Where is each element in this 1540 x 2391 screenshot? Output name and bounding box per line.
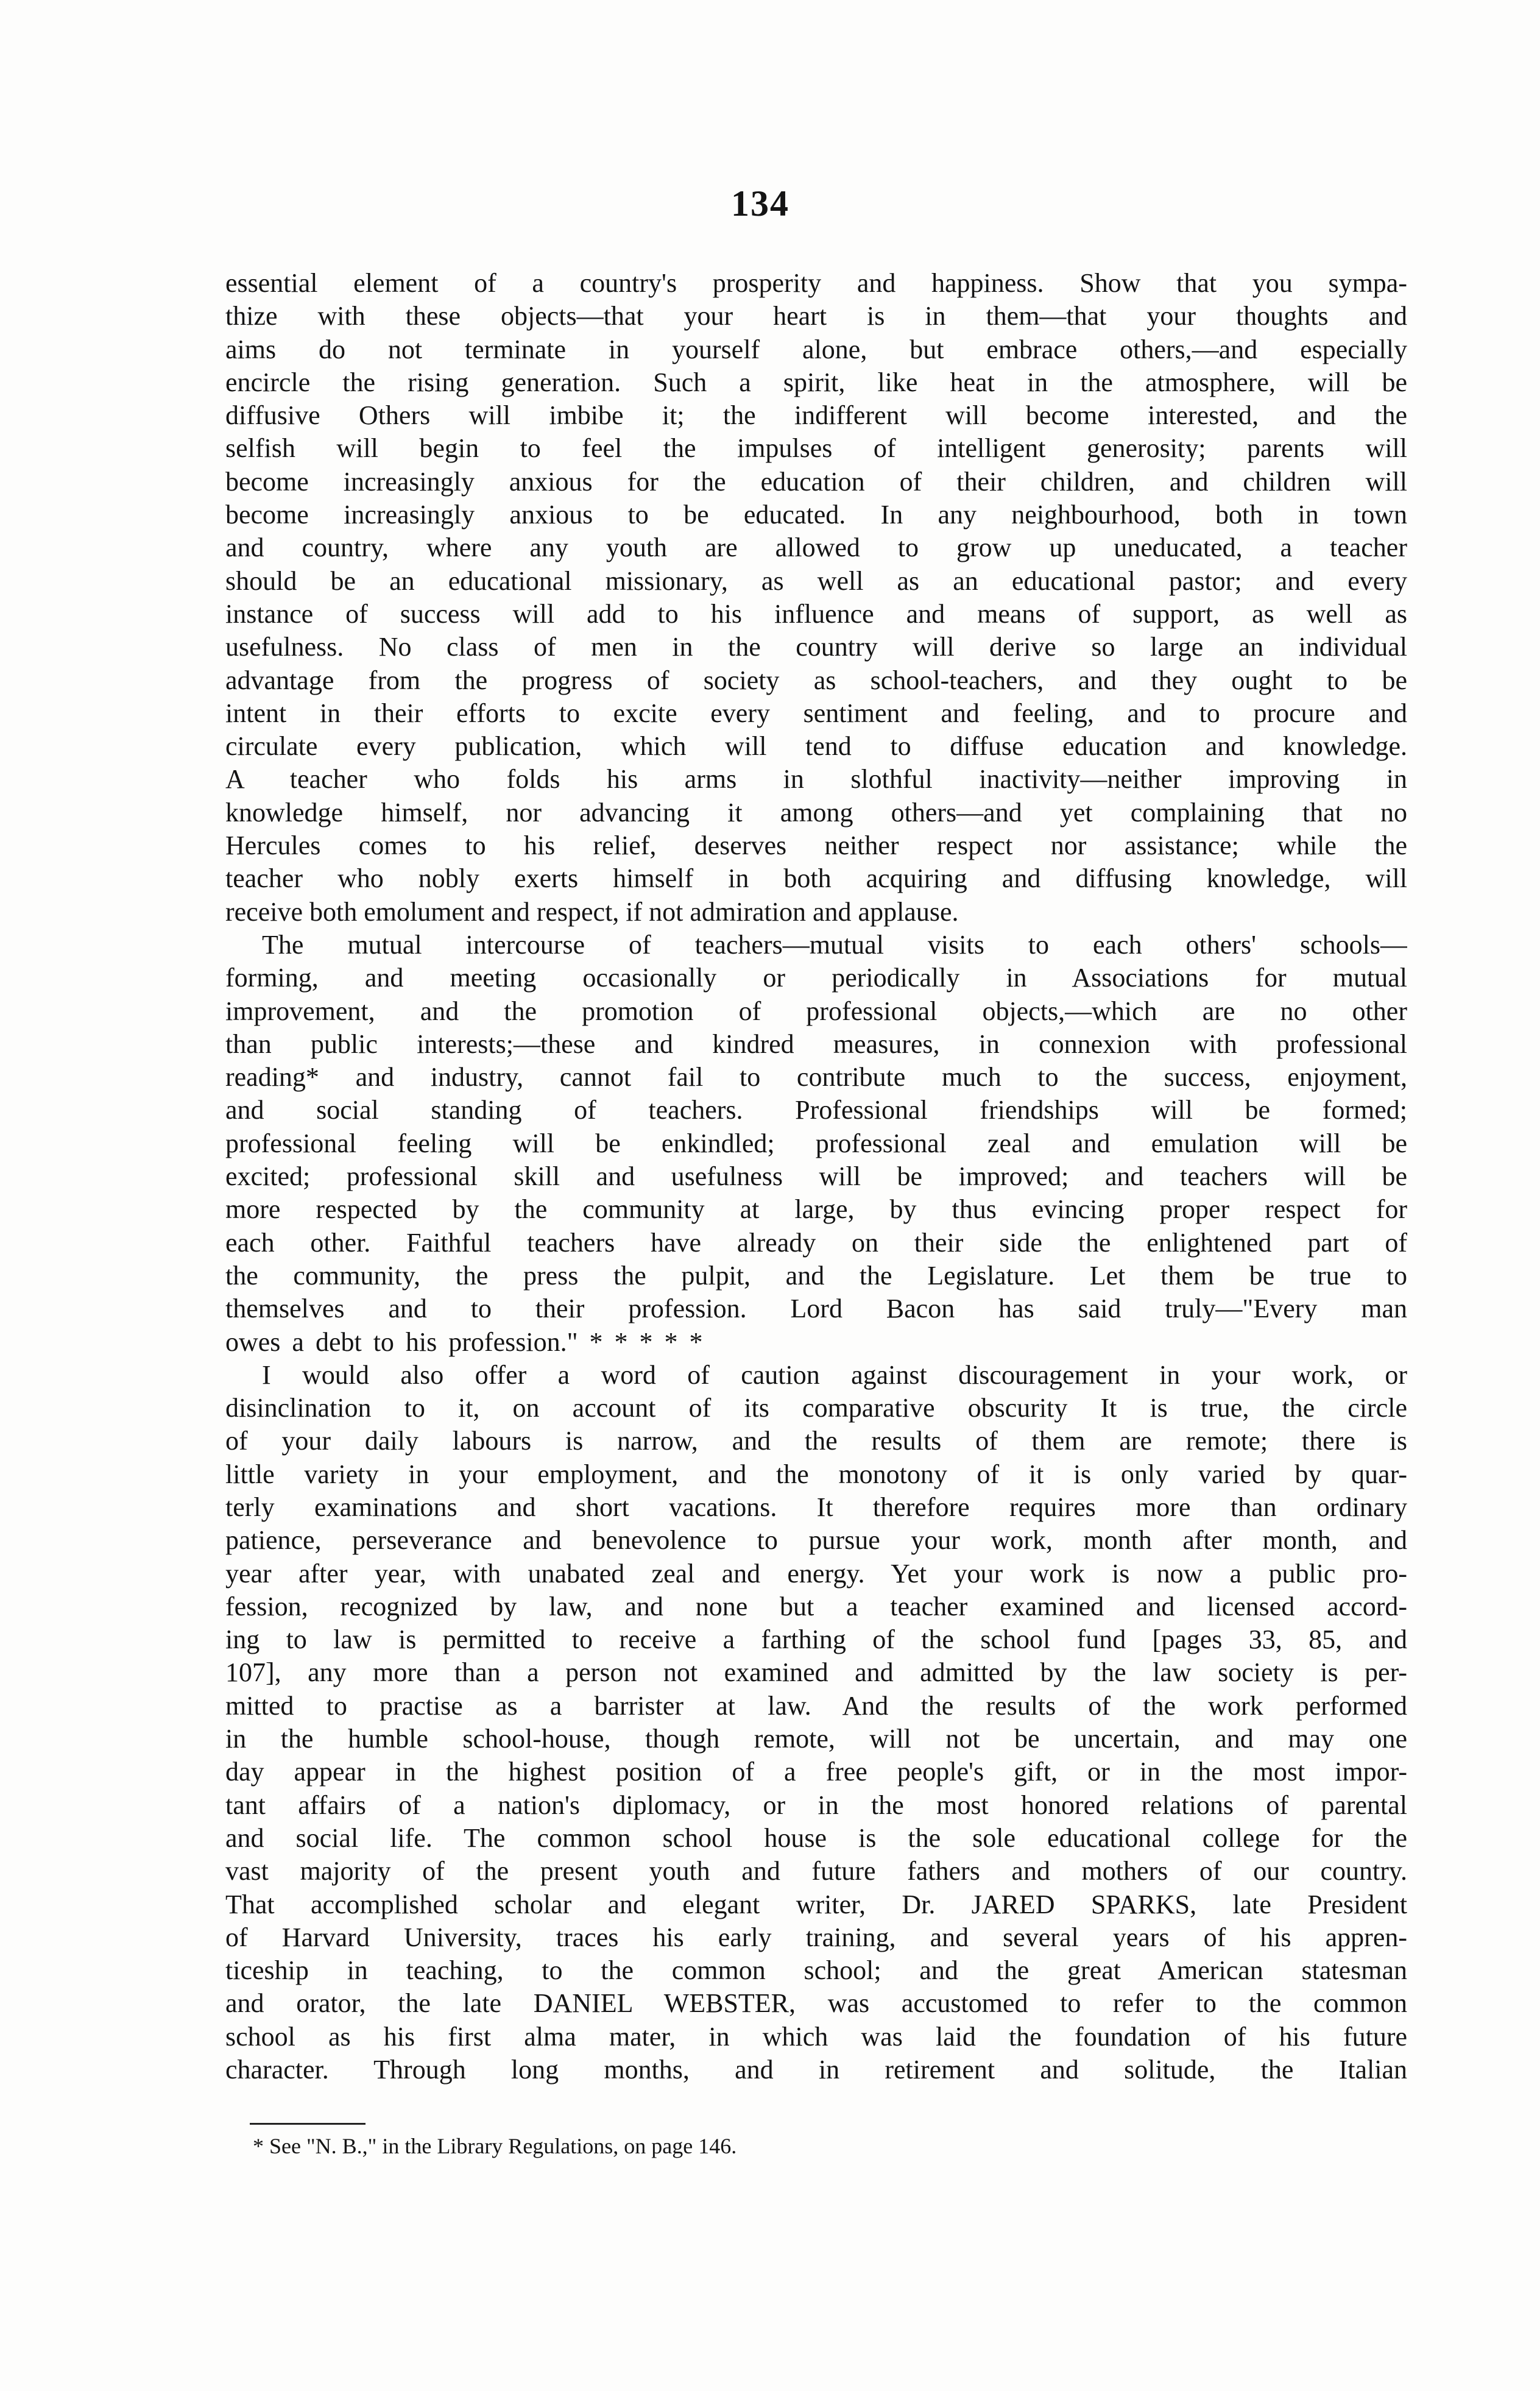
text-line: That accomplished scholar and elegant writer, Dr. JARED SPARKS, late President	[225, 1889, 1407, 1919]
text-line: day appear in the highest position of a free people's gift, or in the most impor-	[225, 1757, 1407, 1787]
text-line: terly examinations and short vacations. It therefore requires more than ordinary	[225, 1492, 1407, 1522]
text-line: knowledge himself, nor advancing it among others—and yet complaining that no	[225, 797, 1407, 827]
text-line: professional feeling will be enkindled; professional zeal and emulation will be	[225, 1128, 1407, 1158]
text-line: more respected by the community at large, by thus evincing proper respect for	[225, 1194, 1407, 1225]
page-number: 134	[731, 183, 789, 224]
text-line: character. Through long months, and in retirement and solitude, the Italian	[225, 2055, 1407, 2085]
text-line: tant affairs of a nation's diplomacy, or in the most honored relations of parental	[225, 1790, 1407, 1820]
text-line: school as his first alma mater, in which was laid the foundation of his future	[225, 2021, 1407, 2052]
text-line: improvement, and the promotion of professional objects,—which are no other	[225, 996, 1407, 1026]
text-line: receive both emolument and respect, if not admiration and applause.	[225, 896, 959, 927]
text-line: vast majority of the present youth and future fathers and mothers of our country.	[225, 1856, 1407, 1886]
text-line: patience, perseverance and benevolence to pursue your work, month after month, and	[225, 1525, 1407, 1556]
paragraph-start-line: The mutual intercourse of teachers—mutual visits to each others' schools—	[262, 929, 1407, 960]
text-line: fession, recognized by law, and none but a teacher examined and licensed accord-	[225, 1591, 1407, 1621]
text-line: than public interests;—these and kindred measures, in connexion with professional	[225, 1029, 1407, 1059]
text-line: advantage from the progress of society as school-teachers, and they ought to be	[225, 665, 1407, 695]
text-line: diffusive Others will imbibe it; the indifferent will become interested, and the	[225, 400, 1407, 431]
text-line: instance of success will add to his influence and means of support, as well as	[225, 598, 1407, 629]
text-line: owes a debt to his profession." * * * * *	[225, 1327, 703, 1357]
text-line: reading* and industry, cannot fail to contribute much to the success, enjoyment,	[225, 1062, 1407, 1093]
text-line: intent in their efforts to excite every sentiment and feeling, and to procure and	[225, 698, 1407, 728]
text-line: Hercules comes to his relief, deserves neither respect nor assistance; while the	[225, 831, 1407, 861]
text-line: mitted to practise as a barrister at law. And the results of the work performed	[225, 1690, 1407, 1721]
text-line: disinclination to it, on account of its comparative obscurity It is true, the circle	[225, 1393, 1407, 1423]
text-line: encircle the rising generation. Such a spirit, like heat in the atmosphere, will be	[225, 367, 1407, 397]
paragraph-start-line: I would also offer a word of caution against discouragement in your work, or	[262, 1359, 1407, 1390]
text-line: selfish will begin to feel the impulses of intelligent generosity; parents will	[225, 433, 1407, 464]
text-line: ticeship in teaching, to the common school; and the great American statesman	[225, 1955, 1407, 1986]
text-line: usefulness. No class of men in the country will derive so large an individual	[225, 632, 1407, 662]
text-line: become increasingly anxious for the education of their children, and children will	[225, 466, 1407, 497]
text-line: ing to law is permitted to receive a farthing of the school fund [pages 33, 85, and	[225, 1624, 1407, 1655]
text-line: and country, where any youth are allowed to grow up uneducated, a teacher	[225, 533, 1407, 563]
footnote-rule	[250, 2123, 366, 2125]
text-line: 107], any more than a person not examined and admitted by the law society is per-	[225, 1657, 1407, 1688]
text-line: become increasingly anxious to be educated. In any neighbourhood, both in town	[225, 500, 1407, 530]
text-line: should be an educational missionary, as well as an educational pastor; and every	[225, 565, 1407, 596]
text-line: of your daily labours is narrow, and the results of them are remote; there is	[225, 1426, 1407, 1456]
text-line: in the humble school-house, though remote, will not be uncertain, and may one	[225, 1724, 1407, 1754]
text-line: circulate every publication, which will tend to diffuse education and knowledge.	[225, 731, 1407, 762]
text-line: each other. Faithful teachers have already on their side the enlightened part of	[225, 1227, 1407, 1258]
text-line: and social life. The common school house is the sole educational college for the	[225, 1822, 1407, 1853]
footnote: * See "N. B.," in the Library Regulations, on page 146.	[253, 2134, 737, 2158]
text-line: teacher who nobly exerts himself in both acquiring and diffusing knowledge, will	[225, 863, 1407, 894]
text-line: forming, and meeting occasionally or periodically in Associations for mutual	[225, 963, 1407, 993]
body-text	[225, 267, 1407, 2086]
text-line: essential element of a country's prosperity and happiness. Show that you sympa-	[225, 268, 1407, 298]
text-line: excited; professional skill and usefulness will be improved; and teachers will be	[225, 1161, 1407, 1192]
text-line: of Harvard University, traces his early training, and several years of his appren-	[225, 1922, 1407, 1952]
text-line: thize with these objects—that your heart is in them—that your thoughts and	[225, 301, 1407, 331]
text-line: aims do not terminate in yourself alone, but embrace others,—and especially	[225, 334, 1407, 364]
text-line: and orator, the late DANIEL WEBSTER, was accustomed to refer to the common	[225, 1988, 1407, 2019]
text-line: little variety in your employment, and the monotony of it is only varied by quar-	[225, 1459, 1407, 1489]
text-line: A teacher who folds his arms in slothful inactivity—neither improving in	[225, 764, 1407, 795]
text-line: themselves and to their profession. Lord Bacon has said truly—"Every man	[225, 1294, 1407, 1324]
text-line: year after year, with unabated zeal and energy. Yet your work is now a public pro-	[225, 1558, 1407, 1589]
text-line: and social standing of teachers. Professional friendships will be formed;	[225, 1095, 1407, 1125]
text-line: the community, the press the pulpit, and the Legislature. Let them be true to	[225, 1260, 1407, 1291]
